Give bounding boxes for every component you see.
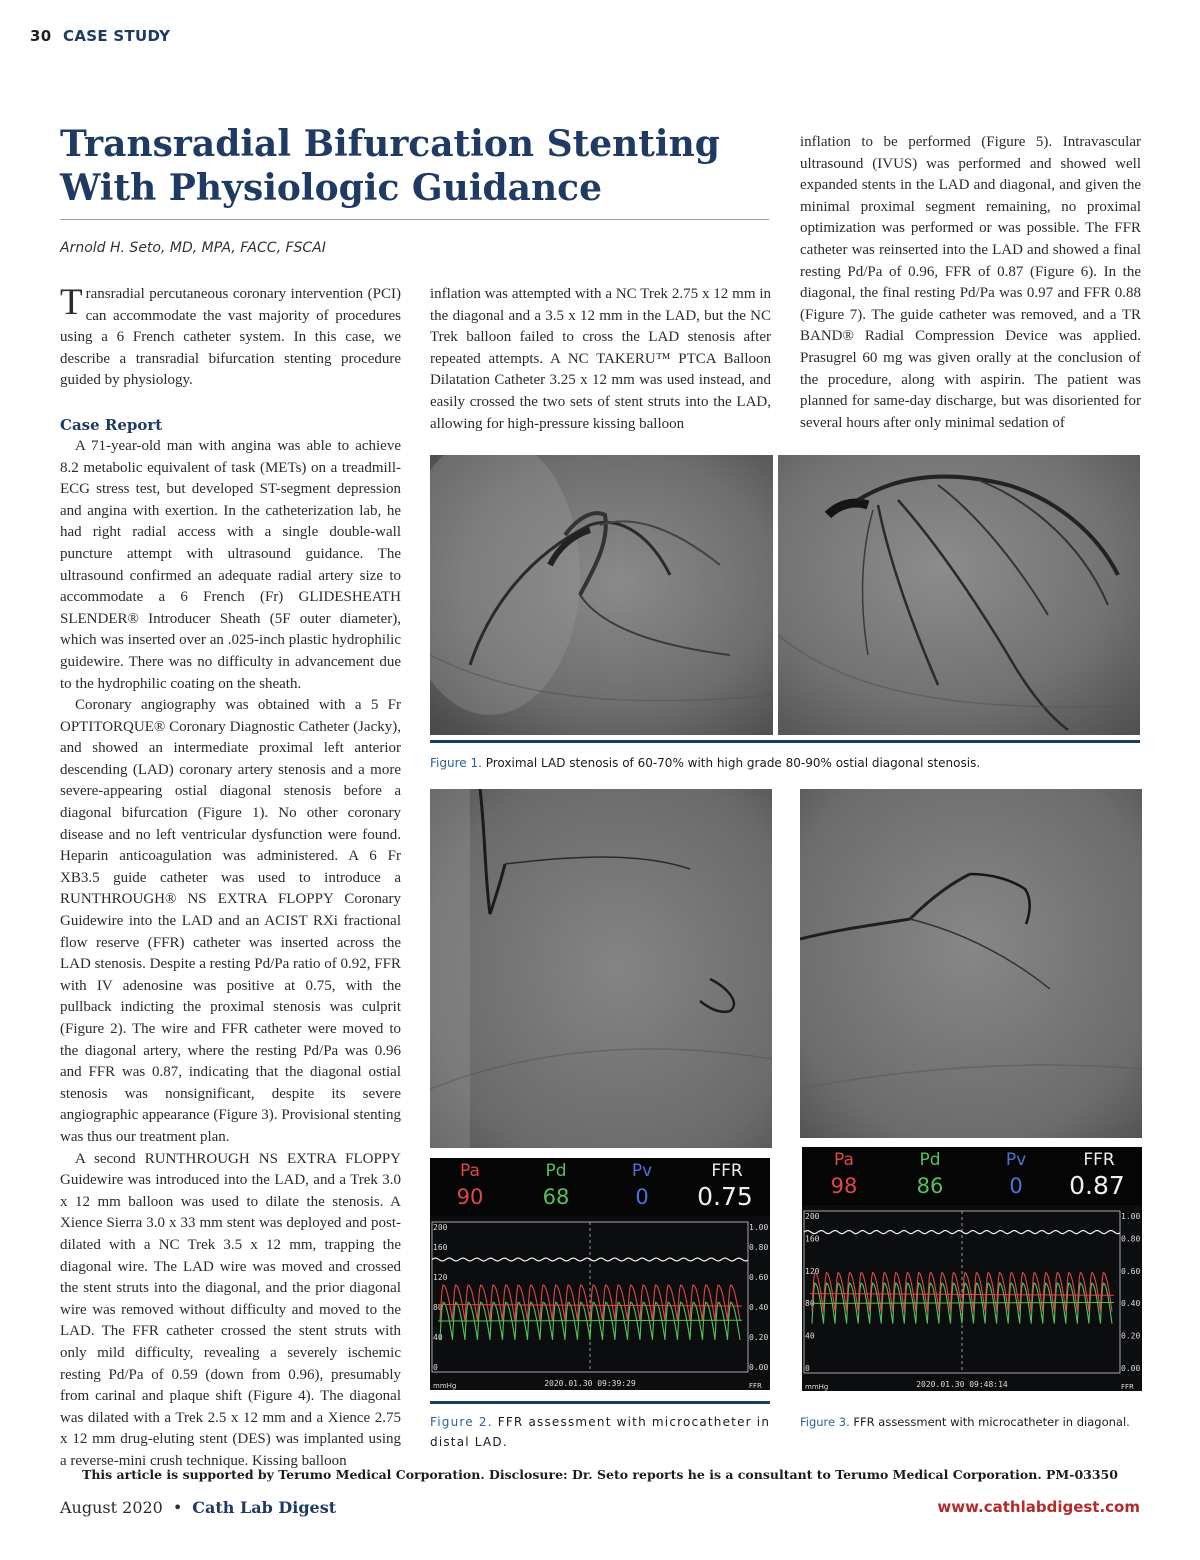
figure-3-text: FFR assessment with microcatheter in diagonal.	[853, 1415, 1130, 1429]
y-tick-right: 0.20	[749, 1333, 769, 1342]
y-tick-right: 0.80	[1121, 1234, 1141, 1244]
unit-right: FFR	[1121, 1383, 1134, 1391]
body-paragraph-1: A 71-year-old man with angina was able to achieve 8.2 metabolic equivalent of task (METs) on a treadmill-ECG stress test, but developed ST-segment depression and angina with exertion. In the catheterization lab, he had right radial access with a single double-wall puncture attempt with ultrasound guidance. The ultrasound confirmed an adequate radial artery size to accommodate a 6 French (Fr) GLIDESHEATH SLENDER® Introducer Sheath (5F outer diameter), which was inserted over an .025-inch plastic hydrophilic guidewire. There was no difficulty in advancement due to the hydrophilic coating on the sheath.	[60, 437, 401, 692]
y-tick-left: 160	[805, 1234, 820, 1244]
section-label: CASE STUDY	[63, 27, 171, 45]
unit-left: mmHg	[433, 1382, 457, 1390]
text-column-3	[800, 132, 1141, 434]
text-column-1	[60, 284, 401, 1472]
ffr-value: 0.87	[1069, 1171, 1125, 1200]
text-column-2	[430, 284, 771, 435]
y-tick-right: 1.00	[1121, 1212, 1141, 1221]
y-tick-left: 0	[433, 1363, 438, 1372]
footer-url[interactable]: www.cathlabdigest.com	[937, 1498, 1140, 1516]
pd-value: 86	[916, 1174, 944, 1198]
figure-1-angiogram-right	[778, 455, 1140, 735]
pd-label: Pd	[545, 1161, 567, 1181]
y-tick-left: 200	[805, 1212, 820, 1221]
unit-left: mmHg	[805, 1383, 829, 1391]
pv-value: 0	[635, 1185, 649, 1209]
figure-2-caption	[430, 1412, 772, 1452]
ffr-value: 0.75	[697, 1182, 753, 1211]
body-paragraph-col2: inflation was attempted with a NC Trek 2.75 x 12 mm in the diagonal and a 3.5 x 12 mm in the LAD, but the NC Trek balloon failed to cross the LAD stenosis after repeated attempts. A NC TAKERU™ PTCA Balloon Dilatation Catheter 3.25 x 12 mm was used instead, and easily crossed the two sets of stent struts into the LAD, allowing for high-pressure kissing balloon	[430, 286, 771, 432]
intro-text: ransradial percutaneous coronary intervention (PCI) can accommodate the vast majority of procedures using a 6 French catheter system. In this case, we describe a transradial bifurcation stenting procedure guided by physiology.	[60, 286, 401, 389]
ffr-label: FFR	[1083, 1150, 1115, 1170]
figure-3-pressure-monitor	[802, 1147, 1142, 1391]
case-report-heading: Case Report	[60, 415, 163, 434]
y-tick-left: 40	[433, 1333, 443, 1342]
timestamp: 2020.01.30 09:48:14	[916, 1380, 1008, 1389]
figure-1-caption	[430, 753, 1140, 773]
pa-label: Pa	[834, 1150, 854, 1170]
y-tick-right: 0.60	[1121, 1266, 1141, 1276]
timestamp: 2020.01.30 09:39:29	[544, 1379, 636, 1388]
pd-label: Pd	[919, 1150, 941, 1170]
pa-value: 90	[456, 1185, 484, 1209]
body-paragraph-2: Coronary angiography was obtained with a 5 Fr OPTITORQUE® Coronary Diagnostic Catheter (Jacky), and showed an intermediate proximal left anterior descending (LAD) coronary artery stenosis and a more severe-appearing ostial diagonal stenosis before a diagonal bifurcation (Figure 1). No other coronary disease and no left ventricular dysfunction were found. Heparin anticoagulation was administered. A 6 Fr XB3.5 guide catheter was used to introduce a RUNTHROUGH® NS EXTRA FLOPPY Coronary Guidewire into the LAD and an ACIST RXi fractional flow reserve (FFR) catheter was inserted across the LAD stenosis. Despite a resting Pd/Pa ratio of 0.92, FFR with IV adenosine was positive at 0.75, with the pullback indicting the proximal stenosis was culprit (Figure 2). The wire and FFR catheter were moved to the diagonal artery, where the resting Pd/Pa was 0.96 and FFR was 0.87, indicating that the diagonal ostial stenosis was nonsignificant, despite its severe angiographic appearance (Figure 3). Provisional stenting was thus our treatment plan.	[60, 697, 401, 1145]
figure-3-angiogram	[800, 789, 1142, 1138]
y-tick-right: 1.00	[749, 1223, 769, 1232]
intro-paragraph	[60, 284, 401, 392]
y-tick-left: 40	[805, 1331, 815, 1341]
ffr-trace	[804, 1231, 1120, 1234]
y-tick-right: 0.80	[749, 1243, 769, 1252]
pv-label: Pv	[631, 1161, 653, 1181]
figure-1-angiogram-left	[430, 455, 773, 735]
pa-value: 98	[830, 1174, 858, 1198]
pa-label: Pa	[460, 1161, 480, 1181]
figure-2-label: Figure 2.	[430, 1415, 493, 1429]
article-title: Transradial Bifurcation Stenting With Physiologic Guidance	[60, 123, 720, 209]
figure-1-rule	[430, 740, 1140, 743]
y-tick-right: 0.00	[1121, 1364, 1141, 1373]
y-tick-left: 120	[433, 1273, 448, 1282]
disclosure-note: This article is supported by Terumo Medical Corporation. Disclosure: Dr. Seto reports he is a consultant to Terumo Medical Corporation. PM-03350	[82, 1467, 1118, 1482]
page-number: 30	[30, 27, 52, 45]
footer-left	[60, 1498, 336, 1517]
page-header	[30, 27, 170, 45]
footer-separator: •	[172, 1498, 183, 1517]
pd-value: 68	[542, 1185, 570, 1209]
pv-value: 0	[1009, 1174, 1023, 1198]
y-tick-right: 0.20	[1121, 1331, 1141, 1341]
y-tick-left: 160	[433, 1243, 448, 1252]
body-paragraph-col3: inflation to be performed (Figure 5). Intravascular ultrasound (IVUS) was performed and showed well expanded stents in the LAD and diagonal, and given the minimal proximal segment remaining, no proximal optimization was performed or was possible. The FFR catheter was reinserted into the LAD and showed a final resting Pd/Pa of 0.96, FFR of 0.87 (Figure 6). In the diagonal, the final resting Pd/Pa was 0.97 and FFR 0.88 (Figure 7). The guide catheter was removed, and a TR BAND® Radial Compression Device was applied. Prasugrel 60 mg was given orally at the conclusion of the procedure, along with aspirin. The patient was planned for same-day discharge, but was disoriented for several hours after only minimal sedation of	[800, 134, 1141, 431]
title-divider	[60, 219, 769, 220]
unit-right: FFR	[749, 1382, 762, 1390]
pd-mean-line	[438, 1320, 742, 1321]
footer-publication: Cath Lab Digest	[192, 1498, 337, 1517]
ffr-label: FFR	[711, 1161, 743, 1181]
figure-1-label: Figure 1.	[430, 756, 482, 770]
figure-3-caption	[800, 1412, 1142, 1432]
footer-date: August 2020	[60, 1498, 163, 1517]
y-tick-right: 0.60	[749, 1273, 769, 1282]
figure-2-pressure-monitor	[430, 1158, 770, 1390]
figure-1-text: Proximal LAD stenosis of 60-70% with high grade 80-90% ostial diagonal stenosis.	[485, 756, 981, 770]
y-tick-left: 80	[433, 1303, 443, 1312]
y-tick-left: 80	[805, 1299, 815, 1309]
pressure-trace-area	[802, 1205, 1142, 1391]
y-tick-left: 0	[805, 1364, 810, 1373]
drop-cap: T	[60, 282, 83, 323]
pv-label: Pv	[1005, 1150, 1027, 1170]
y-tick-right: 0.40	[749, 1303, 769, 1312]
figure-2-text: FFR assessment with microcatheter in distal LAD.	[430, 1415, 771, 1449]
body-paragraph-3: A second RUNTHROUGH NS EXTRA FLOPPY Guidewire was introduced into the LAD, and a Trek 3.0 x 12 mm balloon was used to dilate the stenosis. A Xience Sierra 3.0 x 33 mm stent was deployed and post-dilated with a NC Trek 3.5 x 12 mm, trapping the diagonal wire. The LAD wire was moved and crossed the stent struts into the diagonal, and the prior diagonal wire was removed without difficulty and moved to the LAD. The FFR catheter crossed the stent struts with only mild difficulty, revealing a severely ischemic resting Pd/Pa of 0.59 (down from 0.96), presumably from carinal and plaque shift (Figure 4). The diagonal was dilated with a Trek 2.5 x 12 mm and a Xience 2.75 x 12 mm drug-eluting stent (DES) was implanted using a reverse-mini crush technique. Kissing balloon	[60, 1150, 401, 1469]
y-tick-left: 120	[805, 1266, 820, 1276]
y-tick-right: 0.40	[1121, 1299, 1141, 1309]
figure-2-angiogram	[430, 789, 772, 1148]
y-tick-left: 200	[433, 1223, 448, 1232]
figure-3-label: Figure 3.	[800, 1415, 850, 1429]
y-tick-right: 0.00	[749, 1363, 769, 1372]
figure-2-rule	[430, 1401, 770, 1404]
article-author: Arnold H. Seto, MD, MPA, FACC, FSCAI	[60, 240, 326, 256]
pressure-trace-area	[430, 1216, 770, 1390]
